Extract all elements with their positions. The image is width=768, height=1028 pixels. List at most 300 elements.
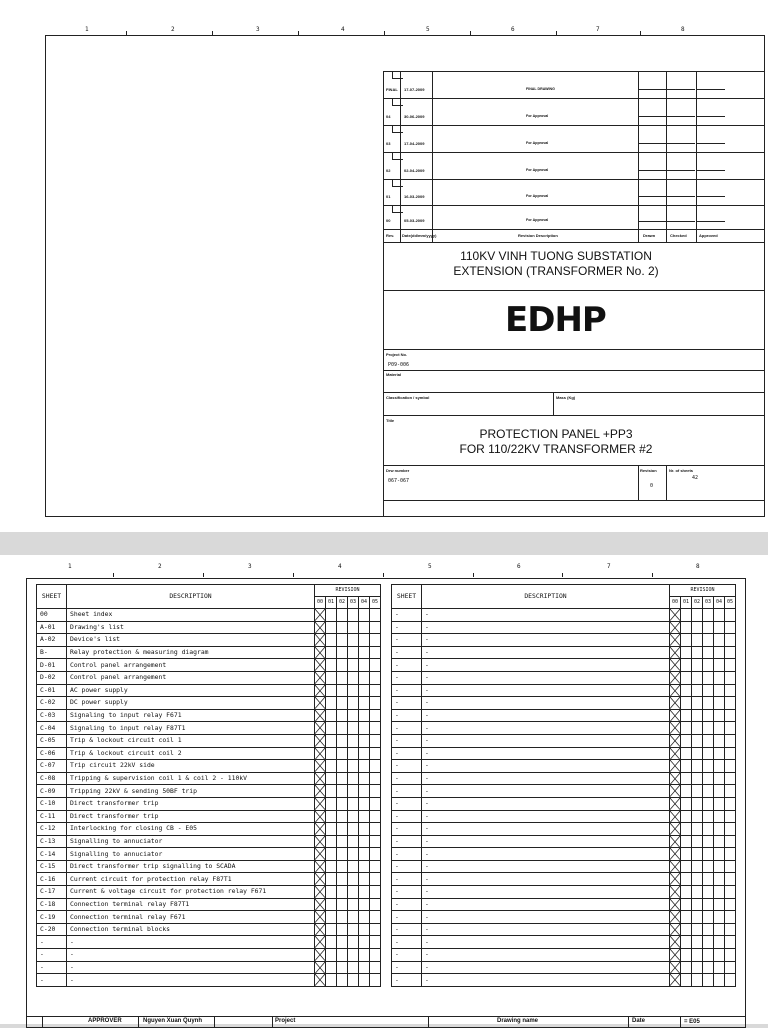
row-description: Trip & lockout circuit coil 1 <box>67 734 315 747</box>
revision-mark <box>670 974 681 987</box>
revision-cell <box>714 848 725 861</box>
revision-cell <box>714 797 725 810</box>
row-sheet: - <box>392 747 422 760</box>
row-description: Direct transformer trip <box>67 810 315 823</box>
revision-cell <box>703 961 714 974</box>
revision-cell <box>326 684 337 697</box>
revision-cell <box>725 860 736 873</box>
row-sheet: - <box>392 671 422 684</box>
index-row <box>392 747 736 760</box>
revision-mark <box>315 911 326 924</box>
revision-cell <box>703 760 714 773</box>
col-description-header: DESCRIPTION <box>67 585 315 609</box>
revision-cell <box>359 810 370 823</box>
revision-cell <box>370 898 381 911</box>
rev-col-05: 05 <box>725 597 736 609</box>
revision-cell <box>692 949 703 962</box>
index-row <box>392 684 736 697</box>
revision-cell <box>692 823 703 836</box>
index-row <box>37 760 381 773</box>
revision-cell <box>359 974 370 987</box>
revision-cell <box>714 949 725 962</box>
grid-number: 6 <box>511 26 515 33</box>
row-sheet: - <box>392 936 422 949</box>
revision-cell <box>348 697 359 710</box>
row-sheet: - <box>392 722 422 735</box>
row-sheet: C-18 <box>37 898 67 911</box>
revision-cell <box>359 684 370 697</box>
row-sheet: - <box>392 873 422 886</box>
revision-cell <box>714 634 725 647</box>
revision-cell <box>370 848 381 861</box>
rev-header-drawn: Drawn <box>643 233 656 238</box>
revision-cell <box>703 886 714 899</box>
revision-cell <box>703 848 714 861</box>
revision-mark <box>315 886 326 899</box>
index-row <box>392 671 736 684</box>
revision-cell <box>703 722 714 735</box>
revision-cell <box>359 646 370 659</box>
index-row <box>392 848 736 861</box>
revision-cell <box>348 772 359 785</box>
row-description: Signalling to annuciator <box>67 835 315 848</box>
revision-cell <box>359 621 370 634</box>
revision-mark <box>670 709 681 722</box>
row-description: - <box>422 646 670 659</box>
row-sheet: D-02 <box>37 671 67 684</box>
revision-cell <box>714 810 725 823</box>
revision-cell <box>725 659 736 672</box>
row-description: Current circuit for protection relay F87T1 <box>67 873 315 886</box>
index-row <box>37 659 381 672</box>
row-sheet: C-09 <box>37 785 67 798</box>
revision-cell <box>359 961 370 974</box>
revision-mark <box>315 898 326 911</box>
revision-cell <box>703 734 714 747</box>
revision-cell <box>337 961 348 974</box>
revision-cell <box>337 671 348 684</box>
revision-cell <box>370 873 381 886</box>
index-row <box>37 797 381 810</box>
revision-cell <box>370 797 381 810</box>
project-no: P09-006 <box>388 362 410 368</box>
revision-mark <box>315 848 326 861</box>
index-row <box>392 785 736 798</box>
row-sheet: D-01 <box>37 659 67 672</box>
row-description: - <box>422 860 670 873</box>
revision-cell <box>348 609 359 622</box>
revision-desc: FINAL DRAWING <box>526 87 555 91</box>
index-row <box>37 697 381 710</box>
index-row <box>37 911 381 924</box>
index-row <box>37 860 381 873</box>
revision-cell <box>681 911 692 924</box>
revision-cell <box>725 797 736 810</box>
grid-number: 5 <box>428 563 432 570</box>
revision-mark <box>670 646 681 659</box>
row-description: - <box>67 949 315 962</box>
rev-col-01: 01 <box>326 597 337 609</box>
row-description: - <box>422 634 670 647</box>
index-row <box>392 609 736 622</box>
revision-mark <box>670 621 681 634</box>
revision-cell <box>337 886 348 899</box>
revision-cell <box>337 974 348 987</box>
revision-cell <box>692 634 703 647</box>
revision-cell <box>348 974 359 987</box>
revision-mark <box>315 860 326 873</box>
revision-cell <box>326 646 337 659</box>
row-description: - <box>67 974 315 987</box>
revision-cell <box>703 797 714 810</box>
index-table-right <box>391 584 736 987</box>
row-sheet: - <box>392 823 422 836</box>
drw-number: 067-067 <box>388 478 410 484</box>
revision-cell <box>370 936 381 949</box>
revision-cell <box>337 810 348 823</box>
row-sheet: C-07 <box>37 760 67 773</box>
revision-mark <box>670 886 681 899</box>
revision-cell <box>681 974 692 987</box>
row-description: Connection terminal blocks <box>67 923 315 936</box>
revision-cell <box>348 961 359 974</box>
index-row <box>392 621 736 634</box>
row-sheet: - <box>392 609 422 622</box>
revision-date: 16-03-2009 <box>404 194 425 199</box>
revision-cell <box>681 722 692 735</box>
index-row <box>37 609 381 622</box>
revision-cell <box>692 785 703 798</box>
row-sheet: A-01 <box>37 621 67 634</box>
revision-cell <box>703 609 714 622</box>
row-sheet: B- <box>37 646 67 659</box>
row-description: AC power supply <box>67 684 315 697</box>
revision-mark <box>315 684 326 697</box>
revision-mark <box>670 835 681 848</box>
row-sheet: C-06 <box>37 747 67 760</box>
row-description: Connection terminal relay F671 <box>67 911 315 924</box>
revision-mark <box>315 609 326 622</box>
revision-cell <box>337 734 348 747</box>
revision-mark <box>670 848 681 861</box>
revision-cell <box>359 936 370 949</box>
revision-cell <box>370 722 381 735</box>
revision-cell <box>692 936 703 949</box>
index-row <box>37 772 381 785</box>
revision-cell <box>714 785 725 798</box>
index-row <box>392 898 736 911</box>
revision-cell <box>348 873 359 886</box>
approver-label: APPROVER <box>88 1018 122 1024</box>
row-sheet: - <box>392 709 422 722</box>
row-description: - <box>67 936 315 949</box>
revision-cell <box>703 810 714 823</box>
revision-cell <box>348 634 359 647</box>
revision-mark <box>315 659 326 672</box>
row-sheet: - <box>392 697 422 710</box>
revision-cell <box>703 671 714 684</box>
index-row <box>392 760 736 773</box>
revision-cell <box>370 671 381 684</box>
revision-cell <box>337 760 348 773</box>
revision-cell <box>692 760 703 773</box>
revision-cell <box>714 621 725 634</box>
index-row <box>37 785 381 798</box>
revision-cell <box>681 772 692 785</box>
revision-rev: FINAL <box>386 87 398 92</box>
revision-mark <box>670 747 681 760</box>
revision-cell <box>703 709 714 722</box>
index-row <box>37 823 381 836</box>
revision-cell <box>703 659 714 672</box>
revision-cell <box>714 734 725 747</box>
rev-header-approved: Approved <box>699 233 718 238</box>
index-row <box>37 709 381 722</box>
revision-cell <box>337 785 348 798</box>
row-description: - <box>422 848 670 861</box>
index-row <box>392 810 736 823</box>
revision-cell <box>681 873 692 886</box>
revision-cell <box>370 609 381 622</box>
revision-cell <box>725 697 736 710</box>
index-row <box>392 709 736 722</box>
rev-header-desc: Revision Description <box>518 233 558 238</box>
revision-cell <box>692 734 703 747</box>
revision-cell <box>337 848 348 861</box>
revision-cell <box>703 936 714 949</box>
grid-number: 1 <box>68 563 72 570</box>
index-row <box>37 923 381 936</box>
row-description: - <box>67 961 315 974</box>
revision-cell <box>326 886 337 899</box>
row-sheet: C-04 <box>37 722 67 735</box>
row-sheet: - <box>392 634 422 647</box>
row-description: - <box>422 785 670 798</box>
revision-cell <box>370 709 381 722</box>
revision-cell <box>725 873 736 886</box>
revision-cell <box>725 671 736 684</box>
rev-col-01: 01 <box>681 597 692 609</box>
revision-cell <box>348 734 359 747</box>
revision-cell <box>370 621 381 634</box>
revision-mark <box>670 797 681 810</box>
revision-cell <box>370 823 381 836</box>
revision-cell <box>692 646 703 659</box>
index-row <box>392 961 736 974</box>
revision-cell <box>703 823 714 836</box>
revision-cell <box>714 747 725 760</box>
revision-mark <box>315 722 326 735</box>
row-sheet: C-19 <box>37 911 67 924</box>
revision-cell <box>337 709 348 722</box>
revision-cell <box>725 684 736 697</box>
revision-cell <box>725 848 736 861</box>
revision-cell <box>714 886 725 899</box>
revision-cell <box>348 936 359 949</box>
revision-cell <box>714 823 725 836</box>
revision-cell <box>725 886 736 899</box>
revision-mark <box>315 621 326 634</box>
revision-cell <box>326 797 337 810</box>
row-description: - <box>422 797 670 810</box>
revision-cell <box>326 923 337 936</box>
title-label: Title <box>386 418 395 423</box>
revision-cell <box>714 709 725 722</box>
row-description: - <box>422 898 670 911</box>
row-description: Sheet index <box>67 609 315 622</box>
row-description: - <box>422 835 670 848</box>
revision-cell <box>681 747 692 760</box>
revision-mark <box>315 797 326 810</box>
drawing-code: = E05 <box>684 1019 700 1025</box>
revision-cell <box>359 747 370 760</box>
revision-cell <box>337 697 348 710</box>
revision-rev: 01 <box>386 194 391 199</box>
revision-mark <box>670 659 681 672</box>
row-description: Relay protection & measuring diagram <box>67 646 315 659</box>
revision-cell <box>348 671 359 684</box>
revision-mark <box>670 671 681 684</box>
revision-cell <box>703 747 714 760</box>
material-label: Material <box>386 372 402 377</box>
row-sheet: - <box>392 848 422 861</box>
row-sheet: A-02 <box>37 634 67 647</box>
row-description: - <box>422 936 670 949</box>
row-description: Current & voltage circuit for protection relay F671 <box>67 886 315 899</box>
index-row <box>37 974 381 987</box>
row-sheet: C-17 <box>37 886 67 899</box>
revision-mark <box>670 949 681 962</box>
index-row <box>37 835 381 848</box>
row-sheet: C-15 <box>37 860 67 873</box>
row-description: Trip circuit 22kV side <box>67 760 315 773</box>
revision-cell <box>348 621 359 634</box>
revision-desc: For Approval <box>526 168 549 172</box>
row-sheet: - <box>37 961 67 974</box>
row-description: Control panel arrangement <box>67 659 315 672</box>
revision-cell <box>703 634 714 647</box>
revision-cell <box>725 734 736 747</box>
index-row <box>37 886 381 899</box>
grid-number: 7 <box>607 563 611 570</box>
revision-mark <box>315 810 326 823</box>
row-description: - <box>422 709 670 722</box>
rev-col-03: 03 <box>703 597 714 609</box>
row-sheet: - <box>392 860 422 873</box>
revision-mark <box>670 823 681 836</box>
grid-number: 4 <box>341 26 345 33</box>
row-sheet: C-16 <box>37 873 67 886</box>
revision-cell <box>714 923 725 936</box>
revision-cell <box>359 734 370 747</box>
revision-mark <box>670 911 681 924</box>
revision-cell <box>348 848 359 861</box>
revision-cell <box>337 772 348 785</box>
revision-cell <box>703 785 714 798</box>
revision-cell <box>326 936 337 949</box>
index-row <box>37 873 381 886</box>
revision-cell <box>359 760 370 773</box>
grid-number: 5 <box>426 26 430 33</box>
revision-label: Revision <box>640 468 657 473</box>
row-sheet: - <box>392 734 422 747</box>
index-row <box>37 671 381 684</box>
grid-number: 3 <box>256 26 260 33</box>
row-sheet: - <box>392 646 422 659</box>
revision-cell <box>692 961 703 974</box>
row-description: Signaling to input relay F671 <box>67 709 315 722</box>
revision-cell <box>370 886 381 899</box>
revision-cell <box>326 873 337 886</box>
row-sheet: - <box>392 772 422 785</box>
revision-mark <box>670 860 681 873</box>
revision-cell <box>359 949 370 962</box>
revision-cell <box>348 949 359 962</box>
revision-cell <box>692 621 703 634</box>
revision-cell <box>326 621 337 634</box>
revision-cell <box>326 848 337 861</box>
revision-cell <box>337 923 348 936</box>
drw-number-label: Drw number <box>386 468 410 473</box>
date-label: Date <box>632 1018 646 1024</box>
revision-cell <box>348 722 359 735</box>
revision-cell <box>337 873 348 886</box>
revision-cell <box>359 659 370 672</box>
revision-cell <box>348 810 359 823</box>
row-sheet: 00 <box>37 609 67 622</box>
revision-cell <box>703 772 714 785</box>
grid-number: 8 <box>696 563 700 570</box>
revision-value: 0 <box>650 483 654 489</box>
revision-cell <box>681 848 692 861</box>
revision-cell <box>337 911 348 924</box>
company-logo: EDHP <box>505 300 606 340</box>
index-row <box>392 659 736 672</box>
index-row <box>37 684 381 697</box>
revision-cell <box>681 609 692 622</box>
revision-mark <box>315 949 326 962</box>
revision-cell <box>714 760 725 773</box>
row-description: - <box>422 886 670 899</box>
revision-cell <box>725 609 736 622</box>
revision-cell <box>703 621 714 634</box>
revision-cell <box>337 835 348 848</box>
revision-cell <box>326 961 337 974</box>
row-sheet: - <box>392 659 422 672</box>
index-row <box>37 810 381 823</box>
revision-cell <box>681 898 692 911</box>
drawing-title-line2: FOR 110/22KV TRANSFORMER #2 <box>459 442 653 456</box>
revision-cell <box>326 747 337 760</box>
index-row <box>392 860 736 873</box>
revision-mark <box>315 961 326 974</box>
row-description: DC power supply <box>67 697 315 710</box>
revision-cell <box>681 797 692 810</box>
revision-cell <box>714 772 725 785</box>
index-row <box>37 949 381 962</box>
row-sheet: C-05 <box>37 734 67 747</box>
rev-col-02: 02 <box>692 597 703 609</box>
row-description: - <box>422 949 670 962</box>
revision-cell <box>326 810 337 823</box>
revision-cell <box>359 835 370 848</box>
revision-cell <box>681 634 692 647</box>
revision-cell <box>692 873 703 886</box>
revision-cell <box>370 760 381 773</box>
row-description: - <box>422 911 670 924</box>
row-description: - <box>422 671 670 684</box>
row-sheet: C-13 <box>37 835 67 848</box>
